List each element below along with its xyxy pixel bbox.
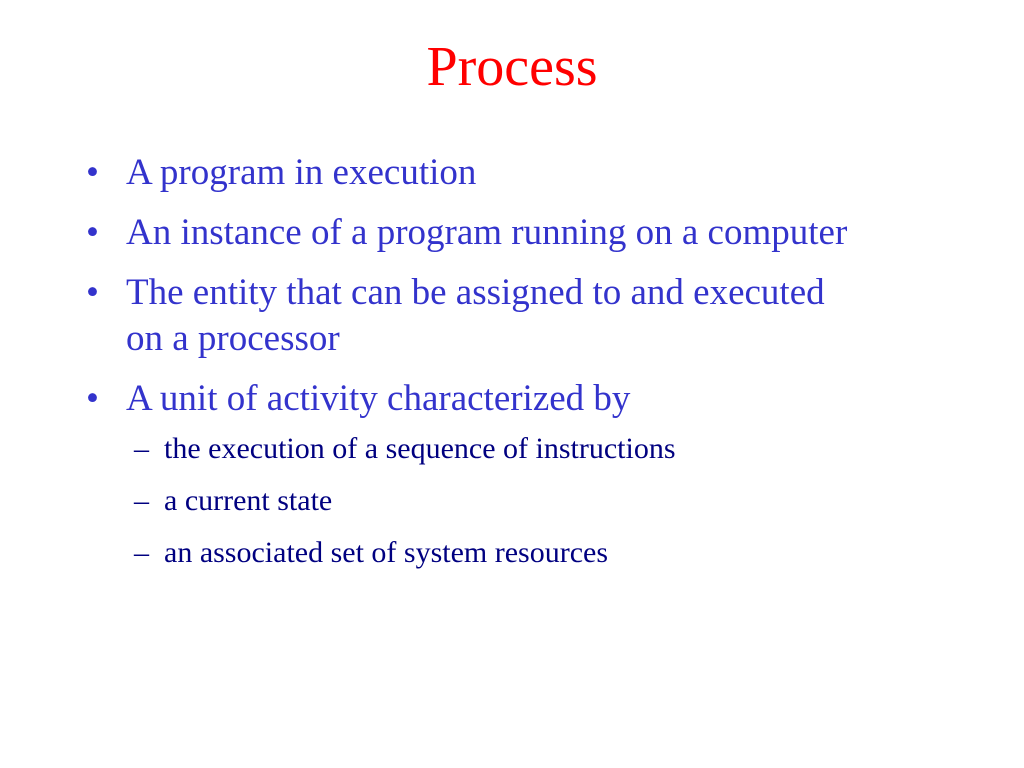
sub-bullet-list — [134, 430, 1016, 572]
bullet-item — [86, 150, 1016, 196]
bullet-marker: • — [86, 272, 99, 313]
bullet-text: An instance of a program running on a computer — [126, 212, 848, 253]
sub-bullet-marker: – — [134, 432, 149, 465]
sub-bullet-item — [134, 430, 1016, 468]
sub-bullet-item — [134, 534, 1016, 572]
bullet-text: A program in execution — [126, 152, 477, 193]
bullet-list — [86, 150, 1016, 586]
bullet-marker: • — [86, 152, 99, 193]
sub-bullet-text: a current state — [164, 484, 333, 517]
bullet-text: The entity that can be assigned to and executed on a processor — [126, 272, 825, 359]
sub-bullet-marker: – — [134, 484, 149, 517]
sub-bullet-text: an associated set of system resources — [164, 536, 609, 569]
sub-bullet-text: the execution of a sequence of instructions — [164, 432, 676, 465]
bullet-marker: • — [86, 212, 99, 253]
bullet-item — [86, 270, 1016, 362]
sub-bullet-marker: – — [134, 536, 149, 569]
slide-title: Process — [426, 36, 598, 98]
bullet-item — [86, 210, 1016, 256]
bullet-item — [86, 376, 1016, 572]
bullet-text: A unit of activity characterized by — [126, 378, 631, 419]
bullet-marker: • — [86, 378, 99, 419]
sub-bullet-item — [134, 482, 1016, 520]
